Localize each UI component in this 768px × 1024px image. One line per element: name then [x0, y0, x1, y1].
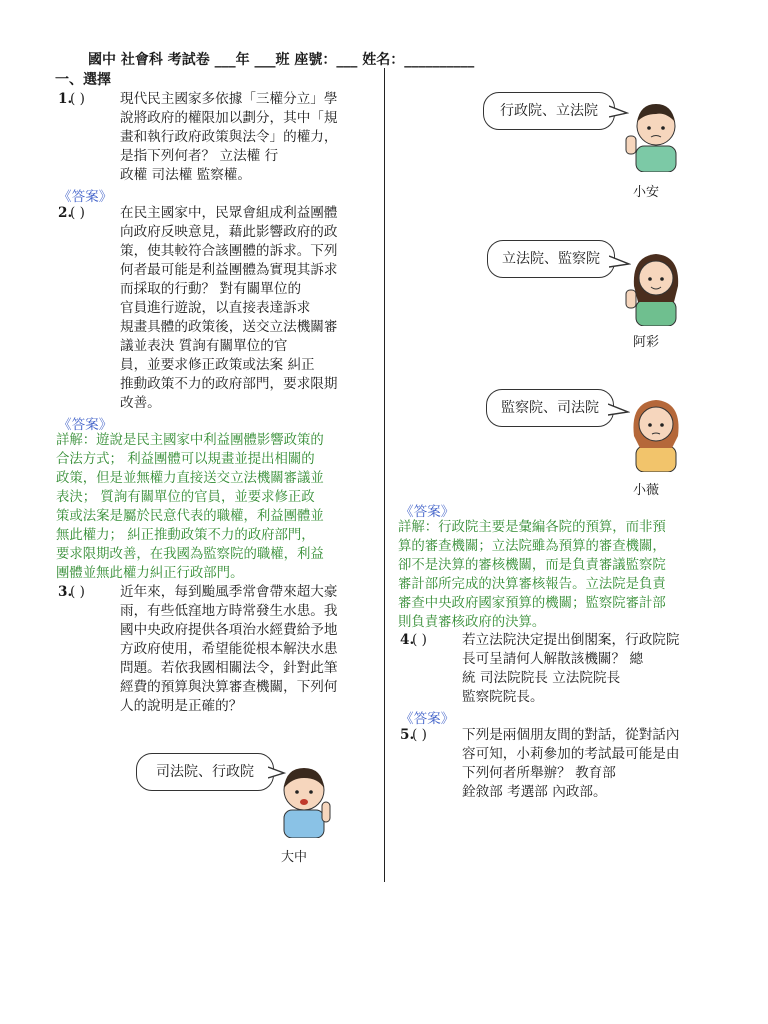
- question-number: 4.: [400, 632, 415, 648]
- answer-blank[interactable]: ( ): [412, 727, 427, 743]
- answer-label: 《答案》: [58, 417, 113, 433]
- question-text: 現代民主國家多依據「三權分立」學 說將政府的權限加以劃分，其中「規 畫和執行政府政策與法令」的權力， 是指下列何者？ 立法權 行 政權 司法權 監察權。: [120, 91, 338, 183]
- question-text: 下列是兩個朋友間的對話，從對話內 容可知，小莉參加的考試最可能是由 下列何者所舉辦？ 教育部 銓敘部 考選部 內政部。: [462, 727, 680, 800]
- question-text: 近年來，每到颱風季常會帶來超大豪 雨，有些低窪地方時常發生水患。我 國中央政府提供各項治水經費給予地 方政府使用，希望能從根本解決水患 問題。若依我國相關法令，針對此筆 經費的預算與決算審查機關，下列何 人的說明是正確的？: [120, 584, 338, 714]
- speaker-name: 阿彩: [633, 335, 660, 350]
- speech-bubble-xiaowei: 監察院、司法院: [486, 389, 614, 427]
- question-number: 3.: [58, 584, 73, 600]
- speech-bubble-xiaoan: 行政院、立法院: [483, 92, 615, 130]
- explanation-3: 詳解：行政院主要是彙編各院的預算，而非預 算的審查機關；立法院雖為預算的審查機關， 卻不是決算的審核機關，而是負責審議監察院 審計部所完成的決算審核報告。立法院是負責 審查中央政府國家預算的機關；監察院審計部 則負責審核政府的決算。: [398, 520, 666, 630]
- speech-bubble-acai: 立法院、監察院: [487, 240, 615, 278]
- boy-dazhong-icon: [274, 758, 334, 838]
- question-text: 在民主國家中，民眾會組成利益團體 向政府反映意見，藉此影響政府的政 策，使其較符合該團體的訴求。下列 何者最可能是利益團體為實現其訴求 而採取的行動？ 對有關單位的 官員進行遊說，以直接表達訴求 規畫具體的政策後，送交立法機關審 議並表決 質詢有關單位的官 員，並要求修正政策或法案 糾正 推動政策不力的政府部門，要求限期 改善。: [120, 205, 338, 411]
- answer-blank[interactable]: ( ): [70, 584, 85, 600]
- exam-header: 國中 社會科 考試卷 ___年 ___班 座號：___ 姓名：__________: [88, 52, 475, 68]
- answer-blank[interactable]: ( ): [412, 632, 427, 648]
- question-text: 若立法院決定提出倒閣案，行政院院 長可呈請何人解散該機關？ 總 統 司法院院長 立法院院長 監察院院長。: [462, 632, 680, 705]
- girl-acai-icon: [624, 246, 686, 326]
- answer-label: 《答案》: [58, 189, 113, 205]
- girl-xiaowei-icon: [624, 392, 686, 472]
- question-number: 5.: [400, 727, 415, 743]
- section-title: 一、選擇: [55, 72, 111, 88]
- column-divider: [384, 68, 385, 882]
- answer-label: 《答案》: [400, 504, 455, 520]
- answer-blank[interactable]: ( ): [70, 205, 85, 221]
- answer-label: 《答案》: [400, 711, 455, 727]
- speech-bubble-dazhong: 司法院、行政院: [136, 753, 274, 791]
- speaker-name: 大中: [281, 850, 308, 865]
- question-number: 1.: [58, 91, 73, 107]
- answer-blank[interactable]: ( ): [70, 91, 85, 107]
- speaker-name: 小薇: [633, 483, 660, 498]
- speaker-name: 小安: [633, 185, 660, 200]
- explanation-2: 詳解：遊說是民主國家中利益團體影響政策的 合法方式； 利益團體可以規畫並提出相關的 政策，但是並無權力直接送交立法機關審議並 表決； 質詢有關單位的官員，並要求修正政 策或法案是屬於民意代表的職權，利益團體並 無此權力； 糾正推動政策不力的政府部門， 要求限期改善，在我國為監察院的職權，利益 團體並無此權力糾正行政部門。: [56, 433, 324, 581]
- question-number: 2.: [58, 205, 73, 221]
- boy-xiaoan-icon: [624, 96, 684, 172]
